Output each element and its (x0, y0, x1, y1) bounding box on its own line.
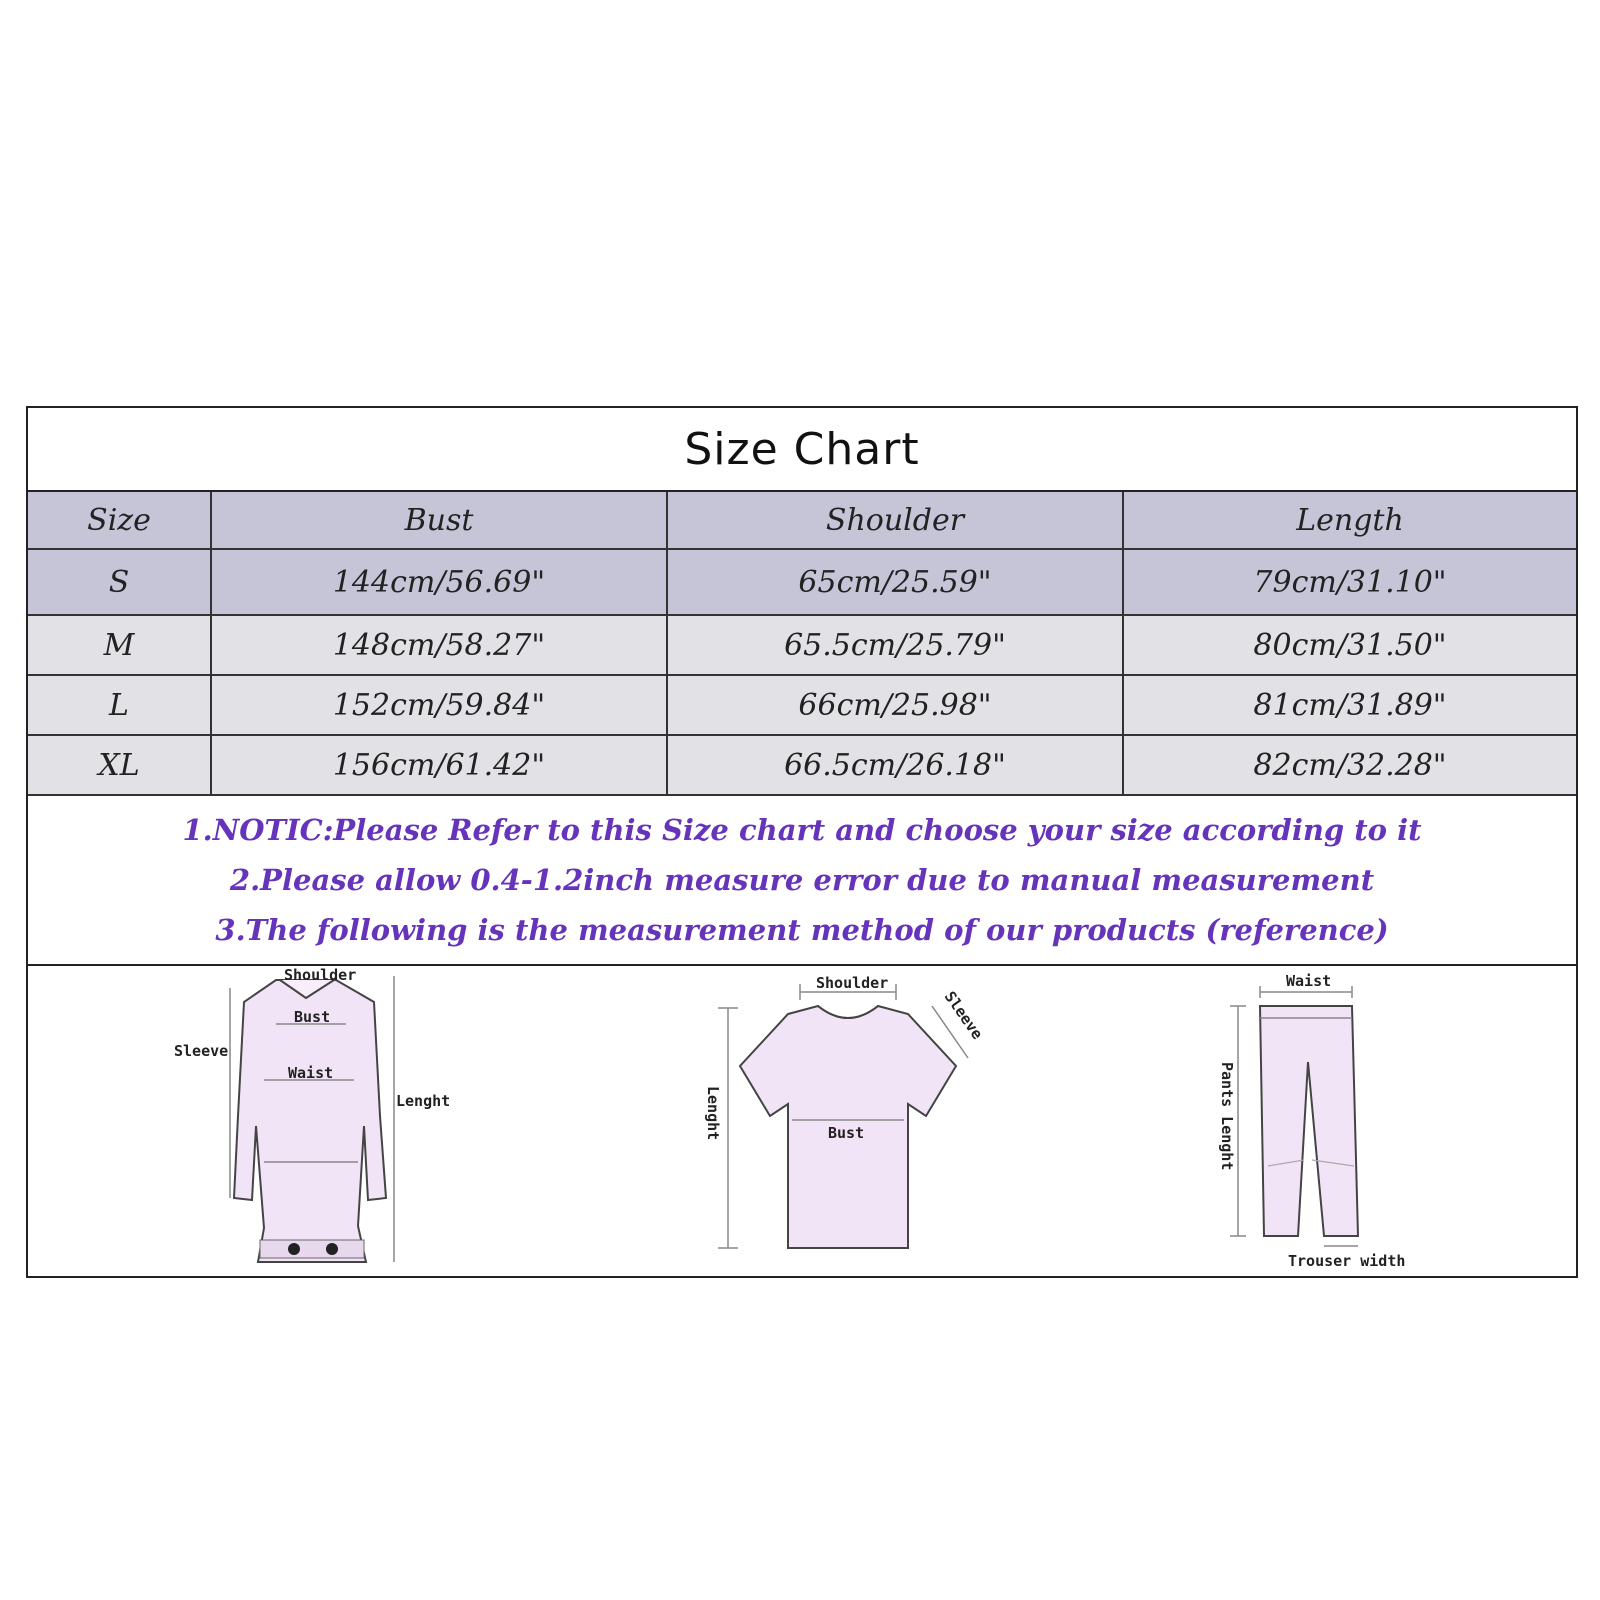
pants-length-label: Pants Lenght (1218, 1062, 1236, 1171)
note-2: 2.Please allow 0.4-1.2inch measure error due to manual measurement (229, 863, 1375, 897)
cell-length: 81cm/31.89" (1123, 675, 1576, 735)
dress-sleeve-label: Sleeve (174, 1042, 229, 1060)
pants-diagram (1208, 966, 1448, 1272)
cell-bust: 156cm/61.42" (211, 735, 667, 795)
cell-size: L (28, 675, 211, 735)
header-bust: Bust (211, 492, 667, 549)
cell-length: 80cm/31.50" (1123, 615, 1576, 675)
cell-length: 79cm/31.10" (1123, 549, 1576, 615)
pants-waist-label: Waist (1286, 972, 1332, 990)
dress-diagram (168, 966, 488, 1272)
pants-trouser-width-label: Trouser width (1288, 1252, 1406, 1270)
chart-title: Size Chart (684, 423, 920, 475)
cell-size: S (28, 549, 211, 615)
cell-shoulder: 66cm/25.98" (667, 675, 1123, 735)
cell-size: XL (28, 735, 211, 795)
header-shoulder: Shoulder (667, 492, 1123, 549)
dress-bust-label: Bust (294, 1008, 331, 1026)
header-size: Size (28, 492, 211, 549)
size-chart (26, 406, 1578, 1278)
tshirt-diagram (668, 966, 1008, 1272)
cell-size: M (28, 615, 211, 675)
table-row (28, 549, 1576, 615)
title-row (28, 408, 1576, 492)
table-row (28, 735, 1576, 795)
note-3: 3.The following is the measurement method of our products (reference) (215, 913, 1389, 947)
cell-bust: 152cm/59.84" (211, 675, 667, 735)
cell-bust: 144cm/56.69" (211, 549, 667, 615)
table-row (28, 675, 1576, 735)
tshirt-length-label: Lenght (704, 1086, 722, 1141)
dress-shoulder-label: Shoulder (284, 966, 357, 984)
cell-shoulder: 66.5cm/26.18" (667, 735, 1123, 795)
size-table (28, 492, 1576, 796)
table-row (28, 615, 1576, 675)
cell-shoulder: 65.5cm/25.79" (667, 615, 1123, 675)
note-1: 1.NOTIC:Please Refer to this Size chart and choose your size according to it (182, 813, 1422, 847)
measurement-diagrams (28, 966, 1576, 1272)
cell-shoulder: 65cm/25.59" (667, 549, 1123, 615)
header-length: Length (1123, 492, 1576, 549)
tshirt-shoulder-label: Shoulder (816, 974, 889, 992)
dress-length-label: Lenght (396, 1092, 451, 1110)
tshirt-bust-label: Bust (828, 1124, 865, 1142)
cell-bust: 148cm/58.27" (211, 615, 667, 675)
notes-section (28, 796, 1576, 966)
cell-length: 82cm/32.28" (1123, 735, 1576, 795)
dress-waist-label: Waist (288, 1064, 334, 1082)
table-header-row (28, 492, 1576, 549)
tshirt-sleeve-label: Sleeve (940, 987, 987, 1043)
